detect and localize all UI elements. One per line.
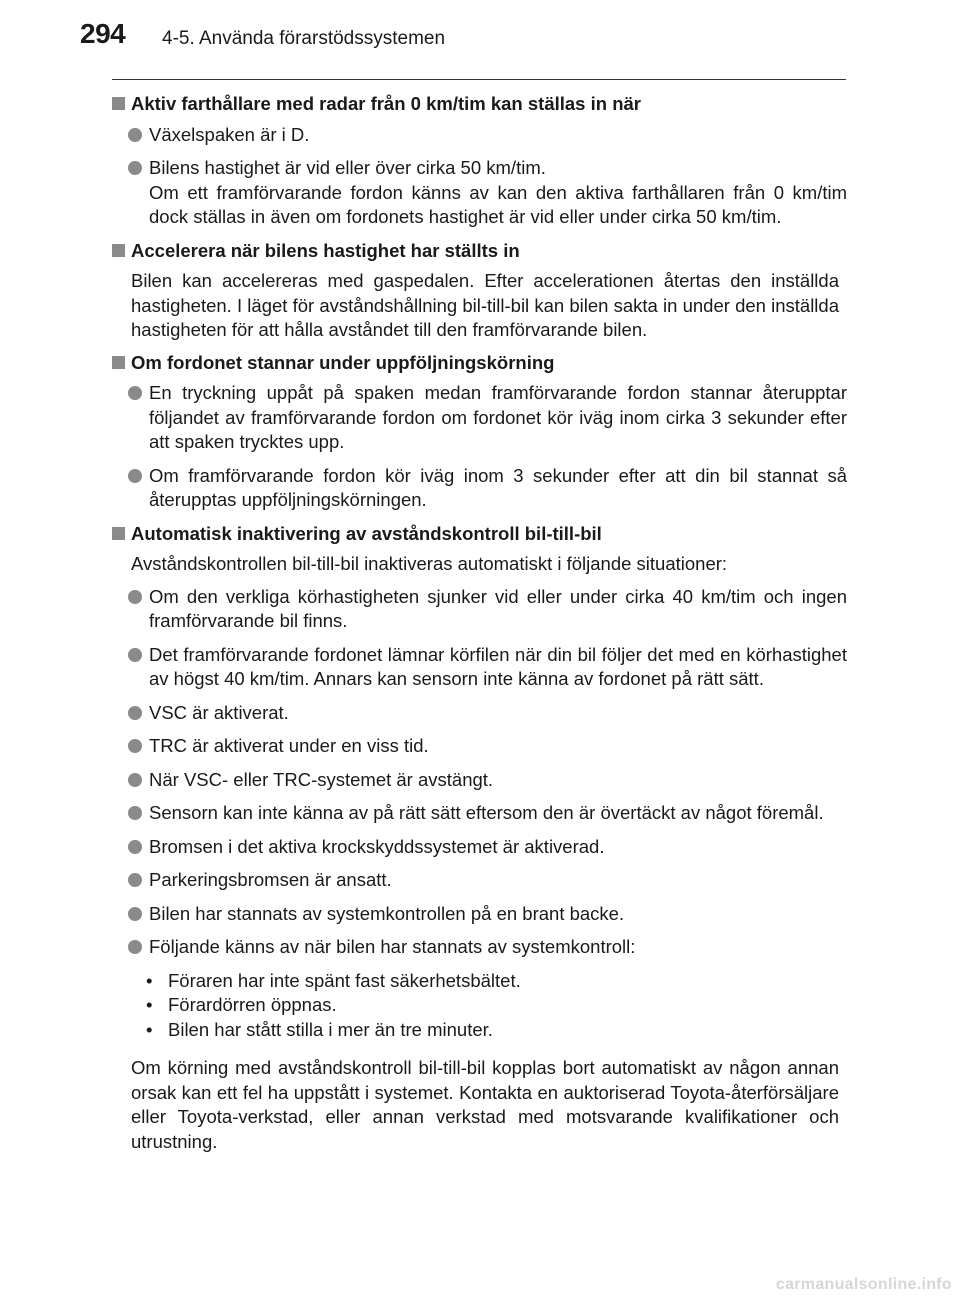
round-bullet-icon bbox=[128, 706, 142, 720]
header-divider bbox=[112, 79, 846, 80]
round-bullet-icon bbox=[128, 907, 142, 921]
list-item: Om den verkliga körhastigheten sjunker vid eller under cirka 40 km/tim och ingen framförvarande bil finns. bbox=[112, 585, 847, 634]
list-item: Växelspaken är i D. bbox=[112, 123, 847, 148]
section-title-stop-following: Om fordonet stannar under uppföljningskörning bbox=[112, 351, 847, 376]
section-title-activation: Aktiv farthållare med radar från 0 km/tim kan ställas in när bbox=[112, 92, 847, 117]
square-bullet-icon bbox=[112, 527, 125, 540]
list-item: Bromsen i det aktiva krockskyddssystemet är aktiverad. bbox=[112, 835, 847, 860]
sub-list-item: • Bilen har stått stilla i mer än tre minuter. bbox=[146, 1018, 493, 1040]
list-item: Följande känns av när bilen har stannats av systemkontroll: bbox=[112, 935, 847, 960]
sub-list-item: • Föraren har inte spänt fast säkerhetsbältet. bbox=[146, 969, 521, 991]
list-item: Bilens hastighet är vid eller över cirka 50 km/tim. Om ett framförvarande fordon känns av kan den aktiva farthållaren från 0 km/tim dock ställas in även om fordonets hastighet är vid eller under cirka 50 km/tim. bbox=[112, 156, 847, 230]
page-number: 294 bbox=[80, 18, 126, 49]
list-item: Det framförvarande fordonet lämnar körfilen när din bil följer det med en körhastighet av högst 40 km/tim. Annars kan sensorn inte känna av fordonet på rätt sätt. bbox=[112, 643, 847, 692]
page-content bbox=[112, 92, 847, 1162]
round-bullet-icon bbox=[128, 590, 142, 604]
list-item: Sensorn kan inte känna av på rätt sätt eftersom den är övertäckt av något föremål. bbox=[112, 801, 847, 826]
round-bullet-icon bbox=[128, 806, 142, 820]
round-bullet-icon bbox=[128, 128, 142, 142]
round-bullet-icon bbox=[128, 469, 142, 483]
sub-list-item: • Förardörren öppnas. bbox=[146, 994, 337, 1015]
paragraph: Bilen kan accelereras med gaspedalen. Efter accelerationen återtas den inställda hastigheten. I läget för avståndshållning bil-till-bil kan bilen sakta in under den inställda hastigheten för att hålla avståndet till den framförvarande bilen. bbox=[131, 270, 839, 340]
list-item: Om framförvarande fordon kör iväg inom 3 sekunder efter att din bil stannat så återupptas uppföljningskörningen. bbox=[112, 464, 847, 513]
round-bullet-icon bbox=[128, 161, 142, 175]
round-bullet-icon bbox=[128, 940, 142, 954]
section-title-auto-deactivation: Automatisk inaktivering av avståndskontroll bil-till-bil bbox=[112, 522, 847, 547]
chapter-title: 4-5. Använda förarstödssystemen bbox=[162, 28, 446, 49]
sub-list bbox=[112, 969, 847, 1043]
paragraph: Avståndskontrollen bil-till-bil inaktiveras automatiskt i följande situationer: bbox=[131, 553, 728, 574]
round-bullet-icon bbox=[128, 773, 142, 787]
square-bullet-icon bbox=[112, 97, 125, 110]
round-bullet-icon bbox=[128, 873, 142, 887]
paragraph: Om körning med avståndskontroll bil-till-bil kopplas bort automatiskt av någon annan orsak kan ett fel ha uppstått i systemet. Kontakta en auktoriserad Toyota-återförsäljare eller Toyota-verkstad, eller annan verkstad med motsvarande kvalifikationer och utrustning. bbox=[131, 1057, 839, 1152]
round-bullet-icon bbox=[128, 648, 142, 662]
round-bullet-icon bbox=[128, 840, 142, 854]
list-item: Bilen har stannats av systemkontrollen på en brant backe. bbox=[112, 902, 847, 927]
watermark: carmanualsonline.info bbox=[775, 1276, 952, 1293]
round-bullet-icon bbox=[128, 386, 142, 400]
square-bullet-icon bbox=[112, 356, 125, 369]
list-item: När VSC- eller TRC-systemet är avstängt. bbox=[112, 768, 847, 793]
list-item: Parkeringsbromsen är ansatt. bbox=[112, 868, 847, 893]
square-bullet-icon bbox=[112, 244, 125, 257]
list-item: TRC är aktiverat under en viss tid. bbox=[112, 734, 847, 759]
round-bullet-icon bbox=[128, 739, 142, 753]
section-title-accelerate: Accelerera när bilens hastighet har ställts in bbox=[112, 239, 847, 264]
list-item: En tryckning uppåt på spaken medan framförvarande fordon stannar återupptar följandet av framförvarande fordon om fordonet kör iväg inom cirka 3 sekunder efter att spaken trycktes upp. bbox=[112, 381, 847, 455]
list-item: VSC är aktiverat. bbox=[112, 701, 847, 726]
